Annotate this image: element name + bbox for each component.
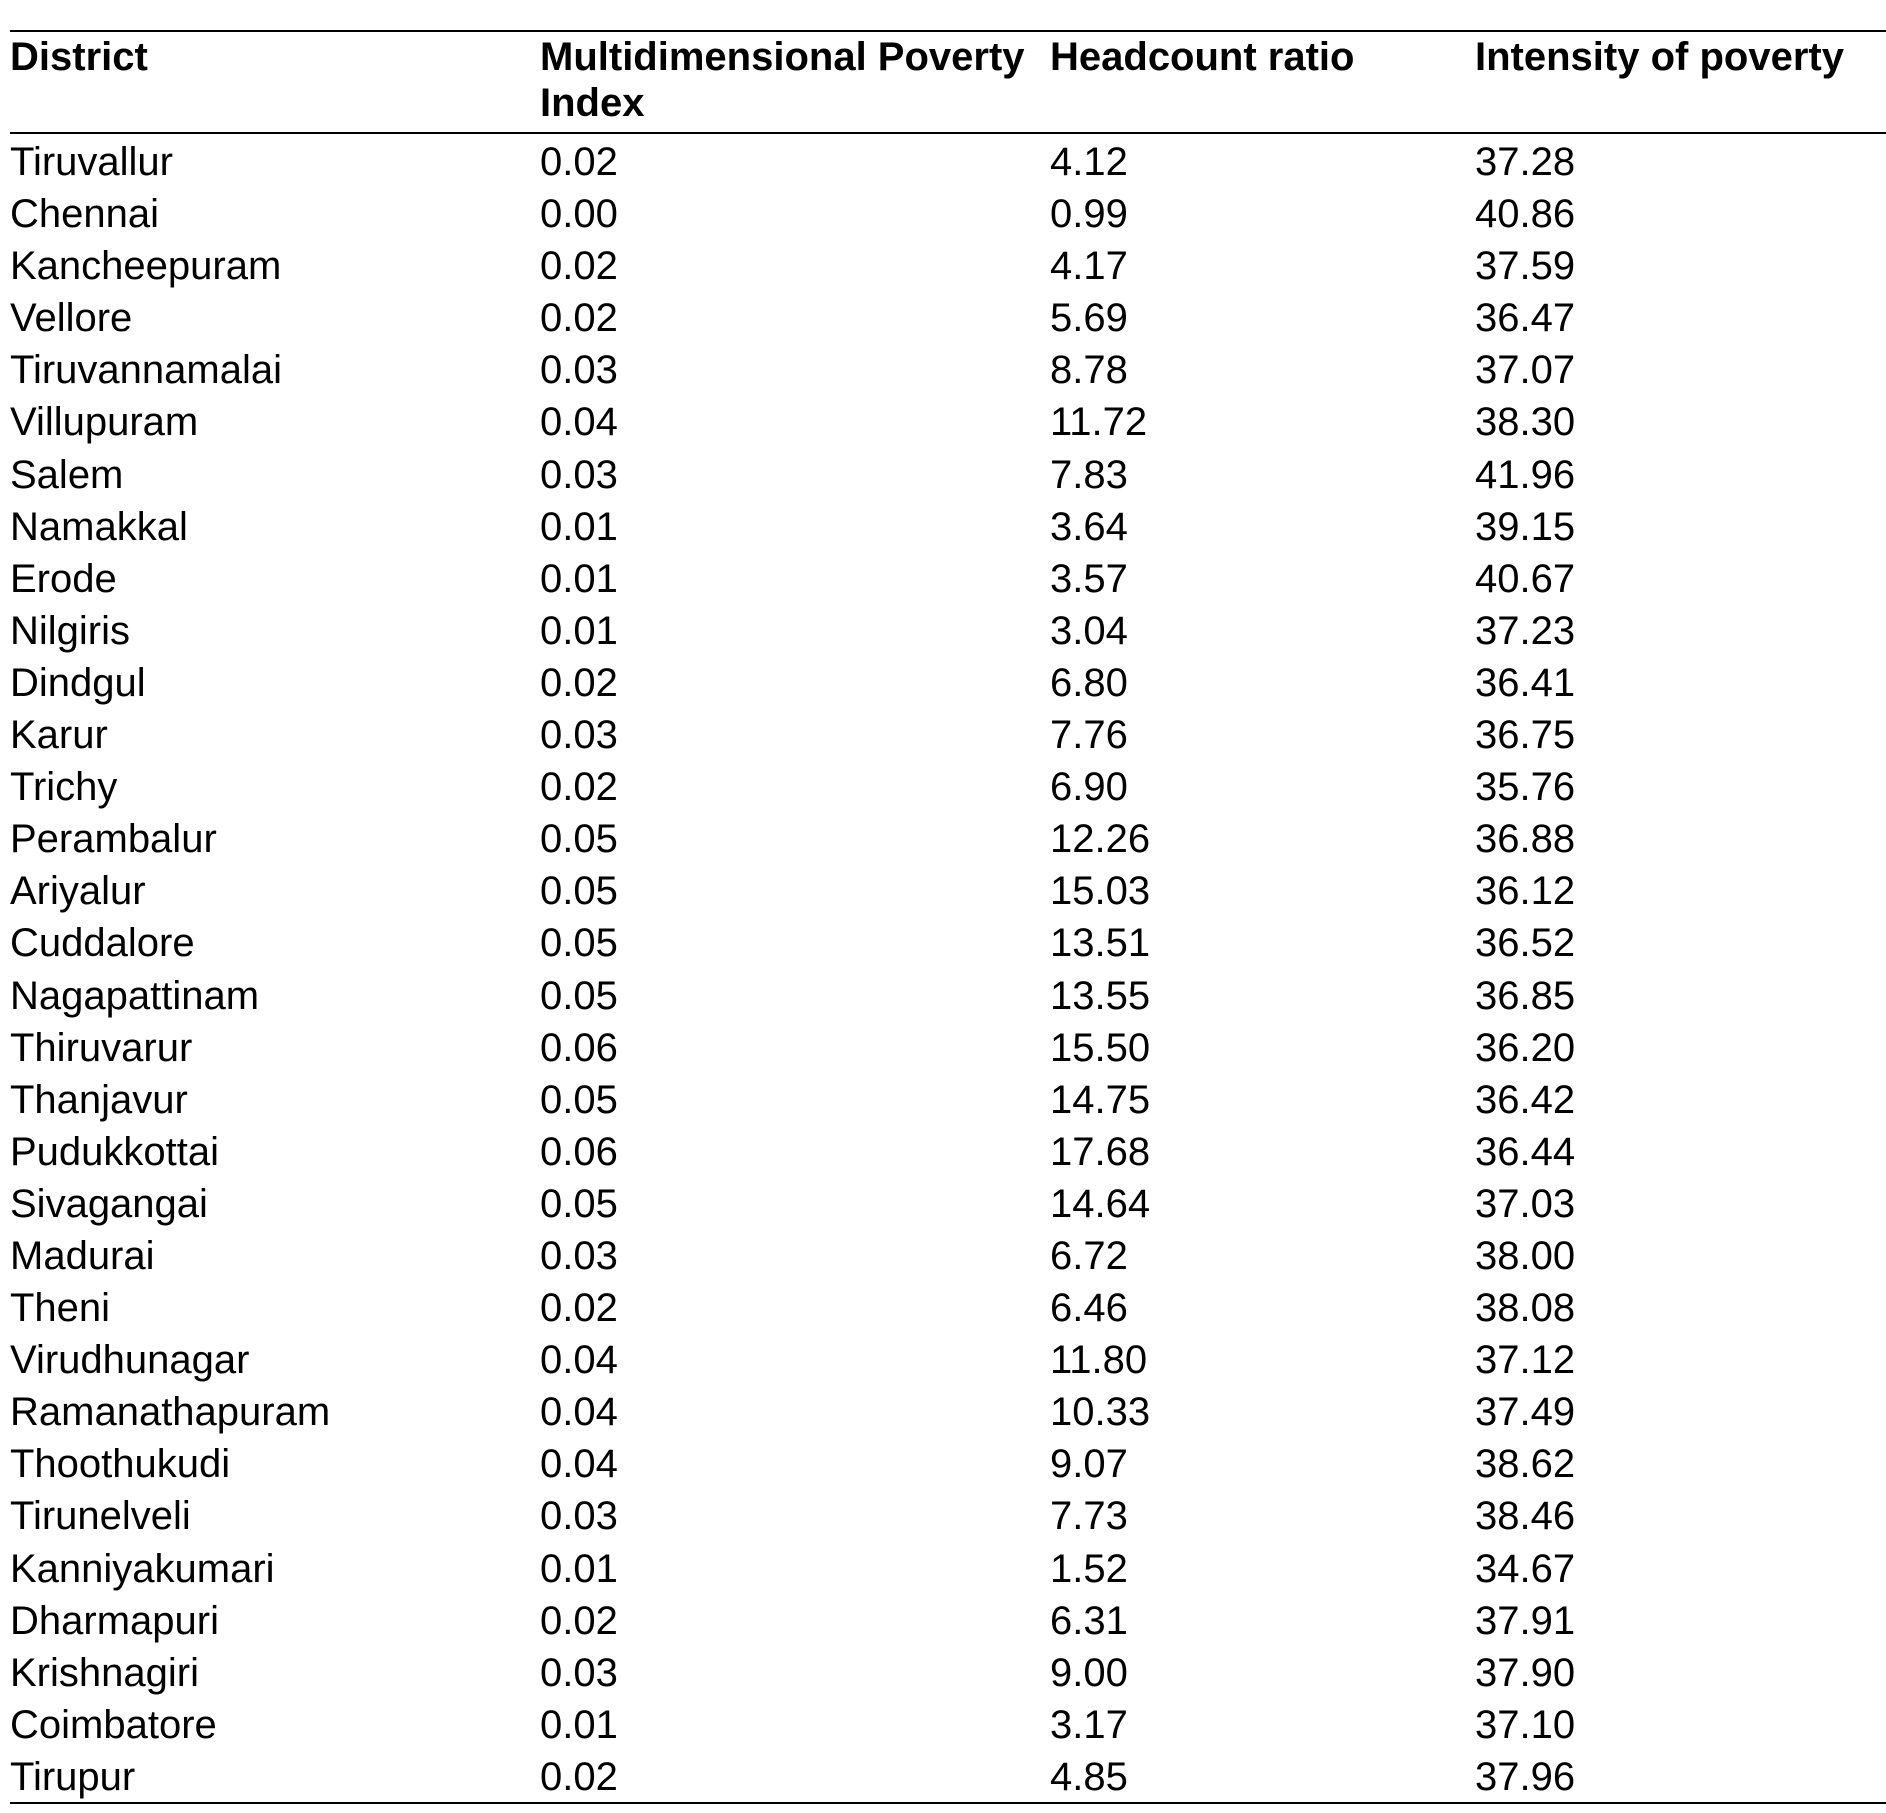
intensity-cell: 38.62 <box>1475 1442 1576 1487</box>
intensity-cell: 38.00 <box>1475 1233 1576 1278</box>
intensity-cell: 36.41 <box>1475 660 1576 705</box>
headcount-cell: 15.50 <box>1050 1025 1151 1070</box>
intensity-cell: 36.12 <box>1475 869 1576 914</box>
table-row <box>10 917 1886 969</box>
header-intensity: Intensity of poverty <box>1475 35 1844 79</box>
intensity-cell: 38.08 <box>1475 1286 1576 1331</box>
headcount-cell: 17.68 <box>1050 1129 1151 1174</box>
headcount-cell: 7.73 <box>1050 1494 1128 1539</box>
table-body <box>10 136 1886 1803</box>
table-row <box>10 813 1886 865</box>
mpi-cell: 0.02 <box>540 765 618 810</box>
table-row <box>10 1074 1886 1126</box>
intensity-cell: 37.90 <box>1475 1650 1576 1695</box>
mpi-cell: 0.04 <box>540 1390 618 1435</box>
table-row <box>10 605 1886 657</box>
table-row <box>10 1334 1886 1386</box>
district-cell: Madurai <box>10 1233 155 1278</box>
header-headcount-ratio: Headcount ratio <box>1050 35 1355 79</box>
intensity-cell: 37.59 <box>1475 244 1576 289</box>
district-cell: Kanniyakumari <box>10 1546 275 1591</box>
intensity-cell: 39.15 <box>1475 504 1576 549</box>
headcount-cell: 14.75 <box>1050 1077 1151 1122</box>
table-row <box>10 240 1886 292</box>
mpi-cell: 0.01 <box>540 1546 618 1591</box>
mpi-cell: 0.05 <box>540 1181 618 1226</box>
mpi-cell: 0.02 <box>540 1286 618 1331</box>
district-cell: Nagapattinam <box>10 973 260 1018</box>
headcount-cell: 11.72 <box>1050 400 1148 445</box>
table-row <box>10 501 1886 553</box>
mpi-cell: 0.02 <box>540 244 618 289</box>
headcount-cell: 5.69 <box>1050 296 1128 341</box>
district-cell: Pudukkottai <box>10 1129 220 1174</box>
intensity-cell: 37.10 <box>1475 1702 1576 1747</box>
intensity-cell: 35.76 <box>1475 765 1576 810</box>
intensity-cell: 40.86 <box>1475 192 1576 237</box>
table-row <box>10 1751 1886 1803</box>
headcount-cell: 11.80 <box>1050 1338 1148 1383</box>
table-row <box>10 657 1886 709</box>
mpi-cell: 0.02 <box>540 660 618 705</box>
headcount-cell: 8.78 <box>1050 348 1128 393</box>
table-row <box>10 1490 1886 1542</box>
headcount-cell: 14.64 <box>1050 1181 1151 1226</box>
mpi-cell: 0.04 <box>540 1338 618 1383</box>
district-cell: Perambalur <box>10 817 217 862</box>
mpi-cell: 0.01 <box>540 1702 618 1747</box>
mpi-cell: 0.01 <box>540 556 618 601</box>
district-cell: Ramanathapuram <box>10 1390 331 1435</box>
intensity-cell: 41.96 <box>1475 452 1576 497</box>
district-cell: Namakkal <box>10 504 188 549</box>
headcount-cell: 15.03 <box>1050 869 1151 914</box>
mpi-cell: 0.05 <box>540 1077 618 1122</box>
table-row <box>10 396 1886 448</box>
mpi-cell: 0.00 <box>540 192 618 237</box>
district-cell: Erode <box>10 556 117 601</box>
table-row <box>10 449 1886 501</box>
district-cell: Thanjavur <box>10 1077 188 1122</box>
mpi-cell: 0.05 <box>540 973 618 1018</box>
table-row <box>10 1647 1886 1699</box>
intensity-cell: 36.75 <box>1475 713 1576 758</box>
mpi-cell: 0.02 <box>540 1754 618 1799</box>
mpi-cell: 0.02 <box>540 296 618 341</box>
intensity-cell: 36.52 <box>1475 921 1576 966</box>
mpi-cell: 0.05 <box>540 869 618 914</box>
intensity-cell: 36.85 <box>1475 973 1576 1018</box>
table-row <box>10 553 1886 605</box>
mpi-cell: 0.06 <box>540 1129 618 1174</box>
table-row <box>10 344 1886 396</box>
headcount-cell: 13.51 <box>1050 921 1151 966</box>
headcount-cell: 12.26 <box>1050 817 1151 862</box>
mpi-cell: 0.02 <box>540 1598 618 1643</box>
intensity-cell: 36.42 <box>1475 1077 1576 1122</box>
district-cell: Tiruvallur <box>10 140 173 184</box>
table-row <box>10 1699 1886 1751</box>
table-row <box>10 1230 1886 1282</box>
district-cell: Tirupur <box>10 1754 136 1799</box>
table-row <box>10 1438 1886 1490</box>
table-row <box>10 1178 1886 1230</box>
table-row <box>10 1595 1886 1647</box>
mpi-cell: 0.01 <box>540 608 618 653</box>
table-row <box>10 709 1886 761</box>
header-mpi: Multidimensional Poverty Index <box>540 35 1025 125</box>
table-row <box>10 1126 1886 1178</box>
headcount-cell: 3.64 <box>1050 504 1128 549</box>
district-cell: Theni <box>10 1286 111 1331</box>
district-cell: Kancheepuram <box>10 244 282 289</box>
intensity-cell: 36.88 <box>1475 817 1576 862</box>
table-row <box>10 761 1886 813</box>
header-district: District <box>10 35 148 79</box>
intensity-cell: 36.20 <box>1475 1025 1576 1070</box>
headcount-cell: 6.80 <box>1050 660 1128 705</box>
mpi-cell: 0.05 <box>540 817 618 862</box>
intensity-cell: 37.28 <box>1475 140 1576 184</box>
intensity-cell: 34.67 <box>1475 1546 1576 1591</box>
mpi-cell: 0.03 <box>540 1650 618 1695</box>
headcount-cell: 0.99 <box>1050 192 1128 237</box>
district-cell: Dharmapuri <box>10 1598 219 1643</box>
headcount-cell: 4.85 <box>1050 1754 1128 1799</box>
table-row <box>10 1386 1886 1438</box>
district-cell: Trichy <box>10 765 118 810</box>
mpi-cell: 0.01 <box>540 504 618 549</box>
district-cell: Chennai <box>10 192 160 237</box>
table-row <box>10 970 1886 1022</box>
headcount-cell: 3.04 <box>1050 608 1128 653</box>
table-row <box>10 136 1886 188</box>
district-cell: Dindgul <box>10 660 146 705</box>
headcount-cell: 9.00 <box>1050 1650 1128 1695</box>
table-row <box>10 865 1886 917</box>
mpi-cell: 0.05 <box>540 921 618 966</box>
district-cell: Ariyalur <box>10 869 146 914</box>
district-cell: Villupuram <box>10 400 199 445</box>
district-cell: Virudhunagar <box>10 1338 250 1383</box>
district-cell: Thoothukudi <box>10 1442 231 1487</box>
headcount-cell: 6.90 <box>1050 765 1128 810</box>
district-cell: Sivagangai <box>10 1181 208 1226</box>
district-cell: Vellore <box>10 296 133 341</box>
mpi-cell: 0.06 <box>540 1025 618 1070</box>
headcount-cell: 4.17 <box>1050 244 1128 289</box>
headcount-cell: 3.17 <box>1050 1702 1128 1747</box>
district-cell: Nilgiris <box>10 608 130 653</box>
table-row <box>10 1022 1886 1074</box>
mpi-cell: 0.03 <box>540 452 618 497</box>
table-bottom-rule <box>10 1802 1886 1804</box>
mpi-cell: 0.03 <box>540 1233 618 1278</box>
mpi-cell: 0.03 <box>540 713 618 758</box>
table-row <box>10 188 1886 240</box>
table-row <box>10 1282 1886 1334</box>
headcount-cell: 10.33 <box>1050 1390 1151 1435</box>
district-cell: Karur <box>10 713 108 758</box>
mpi-cell: 0.04 <box>540 1442 618 1487</box>
intensity-cell: 37.49 <box>1475 1390 1576 1435</box>
table-row <box>10 1543 1886 1595</box>
headcount-cell: 3.57 <box>1050 556 1128 601</box>
intensity-cell: 37.12 <box>1475 1338 1576 1383</box>
headcount-cell: 7.83 <box>1050 452 1128 497</box>
district-cell: Cuddalore <box>10 921 195 966</box>
headcount-cell: 6.31 <box>1050 1598 1128 1643</box>
headcount-cell: 6.72 <box>1050 1233 1128 1278</box>
intensity-cell: 37.96 <box>1475 1754 1576 1799</box>
headcount-cell: 1.52 <box>1050 1546 1128 1591</box>
district-cell: Thiruvarur <box>10 1025 193 1070</box>
district-cell: Salem <box>10 452 124 497</box>
headcount-cell: 9.07 <box>1050 1442 1128 1487</box>
district-cell: Tiruvannamalai <box>10 348 282 393</box>
table-row <box>10 292 1886 344</box>
mpi-cell: 0.02 <box>540 140 618 184</box>
intensity-cell: 37.23 <box>1475 608 1576 653</box>
table-header-row <box>10 30 1886 132</box>
intensity-cell: 37.03 <box>1475 1181 1576 1226</box>
district-cell: Tirunelveli <box>10 1494 191 1539</box>
intensity-cell: 37.91 <box>1475 1598 1576 1643</box>
headcount-cell: 7.76 <box>1050 713 1128 758</box>
intensity-cell: 38.46 <box>1475 1494 1576 1539</box>
district-cell: Krishnagiri <box>10 1650 199 1695</box>
mpi-cell: 0.03 <box>540 1494 618 1539</box>
intensity-cell: 40.67 <box>1475 556 1576 601</box>
headcount-cell: 13.55 <box>1050 973 1151 1018</box>
intensity-cell: 36.47 <box>1475 296 1576 341</box>
mpi-cell: 0.03 <box>540 348 618 393</box>
district-cell: Coimbatore <box>10 1702 217 1747</box>
headcount-cell: 6.46 <box>1050 1286 1128 1331</box>
mpi-cell: 0.04 <box>540 400 618 445</box>
intensity-cell: 37.07 <box>1475 348 1576 393</box>
table-header-rule <box>10 132 1886 134</box>
headcount-cell: 4.12 <box>1050 140 1128 184</box>
intensity-cell: 36.44 <box>1475 1129 1576 1174</box>
intensity-cell: 38.30 <box>1475 400 1576 445</box>
